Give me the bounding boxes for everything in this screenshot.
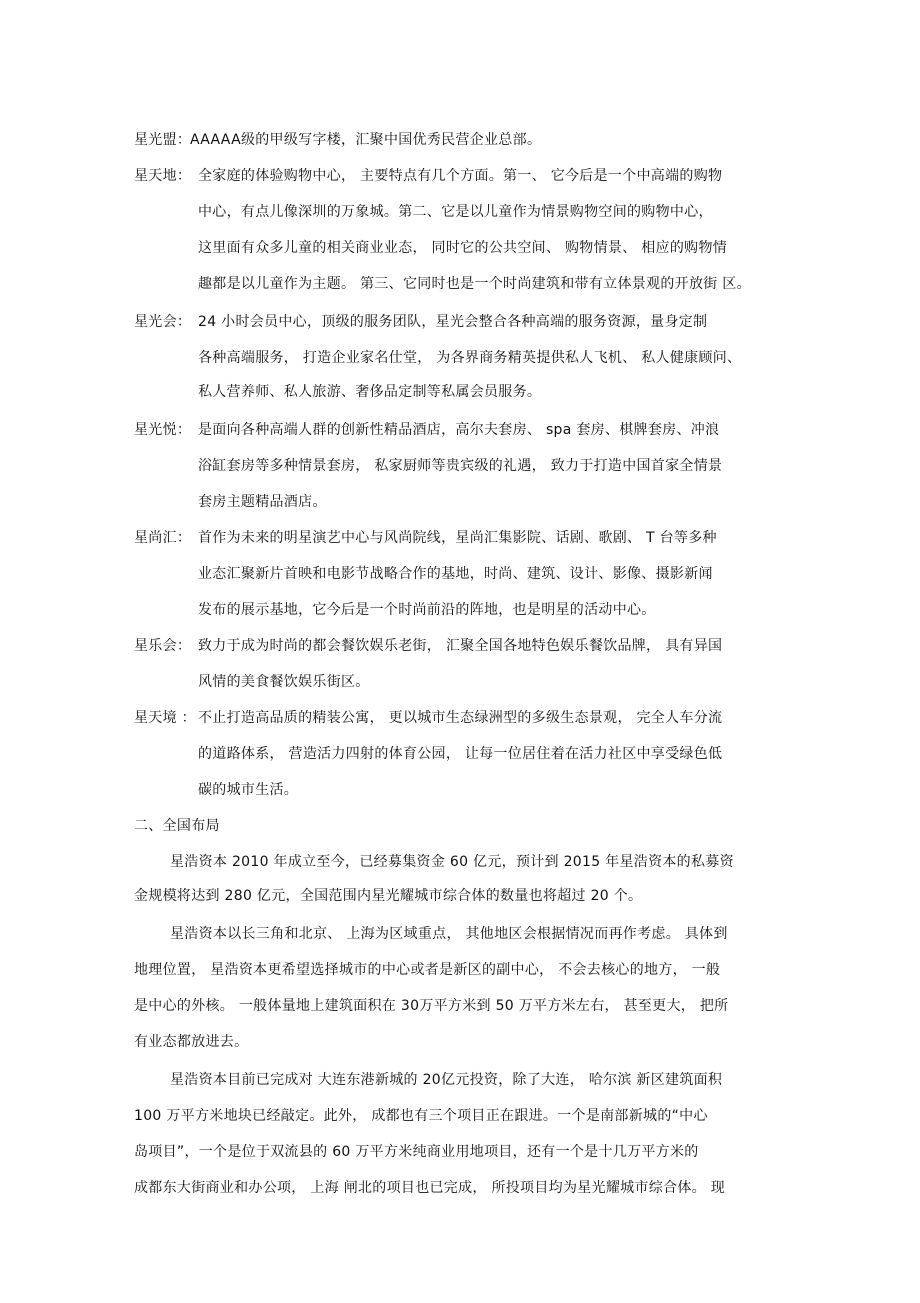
paragraph-line: 星浩资本 2010 年成立至今，已经募集资金 60 亿元，预计到 2015 年星浩资本的私募资 bbox=[170, 854, 734, 870]
entry-line: 中心，有点儿像深圳的万象城。第二、它是以儿童作为情景购物空间的购物中心， bbox=[198, 204, 713, 220]
entry-line: 致力于成为时尚的都会餐饮娱乐老街， 汇聚全国各地特色娱乐餐饮品牌， 具有异国 bbox=[198, 638, 723, 654]
entry-line: 碳的城市生活。 bbox=[198, 782, 299, 798]
entry-line: 这里面有众多儿童的相关商业业态， 同时它的公共空间、 购物情景、 相应的购物情 bbox=[198, 240, 728, 256]
entry-line: 全家庭的体验购物中心， 主要特点有几个方面。第一、 它今后是一个中高端的购物 bbox=[198, 168, 723, 184]
paragraph-line: 金规模将达到 280 亿元，全国范围内星光耀城市综合体的数量也将超过 20 个。 bbox=[134, 888, 643, 904]
entry-line: 业态汇聚新片首映和电影节战略合作的基地，时尚、建筑、设计、影像、摄影新闻 bbox=[198, 566, 713, 582]
paragraph-line: 成都东大街商业和办公项， 上海 闸北的项目也已完成， 所投项目均为星光耀城市综合体。 现 bbox=[134, 1180, 725, 1196]
paragraph-line: 100 万平方米地块已经敲定。此外， 成都也有三个项目正在跟进。一个是南部新城的“中心 bbox=[134, 1108, 708, 1124]
entry-line: 套房主题精品酒店。 bbox=[198, 494, 327, 510]
entry-term-xingguangmeng: 星光盟： bbox=[134, 132, 192, 148]
entry-line: 首作为未来的明星演艺中心与风尚院线，星尚汇集影院、话剧、歌剧、 T 台等多种 bbox=[198, 530, 717, 546]
entry-term-xingtianjing: 星天境 ： bbox=[134, 710, 196, 726]
entry-line: 趣都是以儿童作为主题。 第三、它同时也是一个时尚建筑和带有立体景观的开放街 区。 bbox=[198, 276, 751, 292]
entry-line: 是面向各种高端人群的创新性精品酒店，高尔夫套房、 spa 套房、棋牌套房、冲浪 bbox=[198, 422, 720, 438]
entry-line: AAAAA级的甲级写字楼，汇聚中国优秀民营企业总部。 bbox=[190, 132, 542, 148]
entry-line: 浴缸套房等多种情景套房， 私家厨师等贵宾级的礼遇， 致力于打造中国首家全情景 bbox=[198, 458, 723, 474]
entry-line: 的道路体系， 营造活力四射的体育公园， 让每一位居住着在活力社区中享受绿色低 bbox=[198, 746, 723, 762]
entry-line: 私人营养师、私人旅游、奢侈品定制等私属会员服务。 bbox=[198, 384, 542, 400]
entry-line: 各种高端服务， 打造企业家名仕堂， 为各界商务精英提供私人飞机、 私人健康顾问、 bbox=[198, 350, 742, 366]
entry-term-xingtiandi: 星天地： bbox=[134, 168, 192, 184]
entry-term-xingguangyue: 星光悦： bbox=[134, 422, 192, 438]
paragraph-line: 星浩资本以长三角和北京、 上海为区域重点， 其他地区会根据情况而再作考虑。 具体到 bbox=[170, 926, 728, 942]
entry-term-xinglehui: 星乐会： bbox=[134, 638, 192, 654]
entry-line: 风情的美食餐饮娱乐街区。 bbox=[198, 674, 370, 690]
entry-term-xingshanghui: 星尚汇： bbox=[134, 530, 192, 546]
entry-line: 24 小时会员中心，顶级的服务团队，星光会整合各种高端的服务资源，量身定制 bbox=[198, 314, 708, 330]
section-heading: 二、全国布局 bbox=[134, 818, 220, 834]
paragraph-line: 地理位置， 星浩资本更希望选择城市的中心或者是新区的副中心， 不会去核心的地方， 一般 bbox=[134, 962, 721, 978]
paragraph-line: 岛项目”，一个是位于双流县的 60 万平方米纯商业用地项目，还有一个是十几万平方米的 bbox=[134, 1144, 699, 1160]
paragraph-line: 有业态都放进去。 bbox=[134, 1034, 249, 1050]
entry-line: 发布的展示基地，它今后是一个时尚前沿的阵地，也是明星的活动中心。 bbox=[198, 602, 656, 618]
entry-line: 不止打造高品质的精装公寓， 更以城市生态绿洲型的多级生态景观， 完全人车分流 bbox=[198, 710, 723, 726]
entry-term-xingguanghui: 星光会： bbox=[134, 314, 192, 330]
paragraph-line: 星浩资本目前已完成对 大连东港新城的 20亿元投资，除了大连， 哈尔滨 新区建筑面积 bbox=[170, 1072, 723, 1088]
paragraph-line: 是中心的外核。 一般体量地上建筑面积在 30万平方米到 50 万平方米左右， 甚至更大， 把所 bbox=[134, 998, 729, 1014]
